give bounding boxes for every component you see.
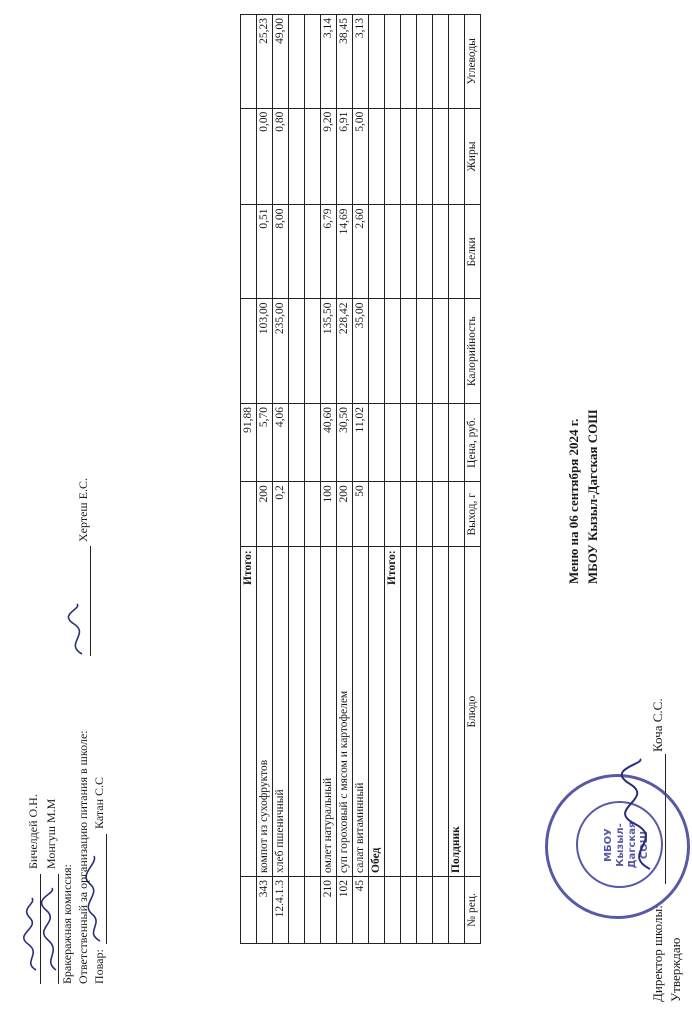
table-cell-out	[305, 482, 321, 547]
table-cell-rec	[289, 876, 305, 943]
table-cell-rec	[449, 876, 465, 943]
cook-label: Повар:	[92, 949, 106, 984]
column-header: Углеводы	[465, 15, 481, 109]
table-row	[417, 15, 433, 944]
table-cell-cal	[417, 299, 433, 404]
stamp-text: МБОУ Кызыл-Дагская СОШ	[603, 821, 650, 869]
table-cell-fat: 0,00	[257, 108, 273, 205]
table-cell-prot: 14,69	[337, 205, 353, 299]
table-cell-carb	[369, 15, 385, 109]
table-cell-dish: хлеб пшеничный	[273, 547, 289, 877]
table-cell-carb: 49,00	[273, 15, 289, 109]
table-cell-carb	[449, 15, 465, 109]
table-cell-cal	[401, 299, 417, 404]
table-cell-fat: 5,00	[353, 108, 369, 205]
column-header: Цена, руб.	[465, 404, 481, 482]
table-cell-price	[449, 404, 465, 482]
member1-signature-line	[58, 874, 59, 984]
table-cell-price	[433, 404, 449, 482]
column-header: № рец.	[465, 876, 481, 943]
table-cell-dish: Обед	[369, 547, 385, 877]
table-cell-cal	[305, 299, 321, 404]
table-cell-cal	[385, 299, 401, 404]
director-signature-icon	[610, 754, 670, 874]
table-cell-prot	[401, 205, 417, 299]
table-cell-cal	[369, 299, 385, 404]
table-cell-prot	[449, 205, 465, 299]
column-header: Калорийность	[465, 299, 481, 404]
table-cell-rec: 45	[353, 876, 369, 943]
table-cell-cal: 135,50	[321, 299, 337, 404]
table-cell-fat	[433, 108, 449, 205]
table-cell-carb	[401, 15, 417, 109]
member2-signature-icon	[20, 894, 46, 974]
table-cell-cal	[433, 299, 449, 404]
table-cell-cal: 228,42	[337, 299, 353, 404]
table-row	[385, 15, 401, 944]
table-header-row	[465, 15, 481, 944]
table-cell-fat	[385, 108, 401, 205]
table-cell-carb: 3,13	[353, 15, 369, 109]
table-cell-price: 4,06	[273, 404, 289, 482]
table-row	[257, 15, 273, 944]
table-cell-prot	[385, 205, 401, 299]
table-cell-price: 40,60	[321, 404, 337, 482]
table-cell-cal	[289, 299, 305, 404]
table-cell-carb: 38,45	[337, 15, 353, 109]
director-name: Коча С.С.	[650, 698, 665, 752]
table-cell-rec: 12.4.1.3	[273, 876, 289, 943]
table-cell-fat	[449, 108, 465, 205]
table-cell-cal: 35,00	[353, 299, 369, 404]
table-cell-out: 200	[337, 482, 353, 547]
table-cell-cal	[449, 299, 465, 404]
column-header: Жиры	[465, 108, 481, 205]
table-cell-out: 0,2	[273, 482, 289, 547]
table-cell-fat	[289, 108, 305, 205]
table-row	[401, 15, 417, 944]
table-cell-out: 50	[353, 482, 369, 547]
table-cell-fat	[401, 108, 417, 205]
table-cell-dish: омлет натуральный	[321, 547, 337, 877]
table-cell-price: 5,70	[257, 404, 273, 482]
table-row	[337, 15, 353, 944]
table-cell-carb	[241, 15, 257, 109]
table-cell-fat	[369, 108, 385, 205]
table-cell-price: 30,50	[337, 404, 353, 482]
table-cell-rec	[305, 876, 321, 943]
table-row	[321, 15, 337, 944]
table-cell-dish: Полдник	[449, 547, 465, 877]
responsible-name: Хертеш Е.С.	[76, 478, 90, 542]
table-cell-price	[385, 404, 401, 482]
table-cell-prot: 2,60	[353, 205, 369, 299]
table-cell-dish: компот из сухофруктов	[257, 547, 273, 877]
table-cell-out	[401, 482, 417, 547]
table-row	[449, 15, 465, 944]
table-cell-prot	[241, 205, 257, 299]
cook-signature-line	[106, 834, 107, 944]
column-header: Белки	[465, 205, 481, 299]
table-row	[369, 15, 385, 944]
table-cell-rec	[369, 876, 385, 943]
table-cell-cal	[241, 299, 257, 404]
table-cell-prot: 0,51	[257, 205, 273, 299]
responsible-signature-icon	[62, 599, 92, 659]
member2-name: Бичелдей О.Н.	[26, 794, 40, 869]
member2-signature-line	[40, 874, 41, 984]
table-cell-carb	[385, 15, 401, 109]
table-cell-rec: 102	[337, 876, 353, 943]
table-cell-price	[289, 404, 305, 482]
table-cell-carb	[289, 15, 305, 109]
table-cell-price	[369, 404, 385, 482]
table-cell-carb	[305, 15, 321, 109]
table-row	[305, 15, 321, 944]
member1-name: Монгуш М.М	[44, 798, 58, 869]
table-cell-dish: суп гороховый с мясом и картофелем	[337, 547, 353, 877]
table-row	[433, 15, 449, 944]
table-cell-out: 200	[257, 482, 273, 547]
menu-table	[240, 14, 481, 944]
table-row	[273, 15, 289, 944]
table-row	[353, 15, 369, 944]
responsible-label: Ответственный за организацию питания в школе:	[76, 730, 90, 984]
table-cell-fat	[241, 108, 257, 205]
table-cell-carb: 25,23	[257, 15, 273, 109]
table-cell-out	[385, 482, 401, 547]
table-cell-fat: 0,80	[273, 108, 289, 205]
table-cell-dish: Итого:	[241, 547, 257, 877]
table-cell-cal: 235,00	[273, 299, 289, 404]
table-cell-carb	[433, 15, 449, 109]
table-cell-carb	[417, 15, 433, 109]
table-cell-out	[369, 482, 385, 547]
responsible-signature-line	[90, 546, 91, 656]
table-cell-dish: Итого:	[385, 547, 401, 877]
table-cell-out	[289, 482, 305, 547]
table-cell-price	[401, 404, 417, 482]
table-cell-dish	[417, 547, 433, 877]
column-header: Блюдо	[465, 547, 481, 877]
table-cell-fat	[417, 108, 433, 205]
table-cell-dish	[305, 547, 321, 877]
table-cell-prot	[305, 205, 321, 299]
table-row	[241, 15, 257, 944]
table-cell-prot	[369, 205, 385, 299]
table-cell-out	[449, 482, 465, 547]
table-cell-out	[417, 482, 433, 547]
cook-name: Катан С.С	[92, 776, 106, 829]
director-label: Директор школы:	[650, 905, 665, 1002]
table-cell-price	[305, 404, 321, 482]
approve-label: Утверждаю	[668, 937, 683, 1002]
table-cell-dish: салат витаминный	[353, 547, 369, 877]
table-cell-fat	[305, 108, 321, 205]
school-title: МБОУ Кызыл-Дагская СОШ	[585, 409, 600, 584]
table-cell-price: 91,88	[241, 404, 257, 482]
table-cell-fat: 9,20	[321, 108, 337, 205]
table-cell-rec	[385, 876, 401, 943]
table-cell-rec	[433, 876, 449, 943]
table-cell-out: 100	[321, 482, 337, 547]
table-cell-out	[241, 482, 257, 547]
column-header: Выход, г	[465, 482, 481, 547]
table-cell-rec: 210	[321, 876, 337, 943]
table-cell-out	[433, 482, 449, 547]
table-cell-prot	[289, 205, 305, 299]
table-cell-rec: 343	[257, 876, 273, 943]
table-cell-price: 11,02	[353, 404, 369, 482]
table-cell-dish	[401, 547, 417, 877]
table-cell-rec	[417, 876, 433, 943]
table-row	[289, 15, 305, 944]
table-cell-cal: 103,00	[257, 299, 273, 404]
table-cell-rec	[401, 876, 417, 943]
table-cell-rec	[241, 876, 257, 943]
commission-label: Бракеражная комиссия:	[60, 864, 74, 984]
table-cell-prot	[417, 205, 433, 299]
table-cell-prot: 8,00	[273, 205, 289, 299]
menu-title: Меню на 06 сентября 2024 г.	[566, 418, 581, 584]
table-cell-fat: 6,91	[337, 108, 353, 205]
table-cell-dish	[289, 547, 305, 877]
table-cell-price	[417, 404, 433, 482]
table-cell-prot: 6,79	[321, 205, 337, 299]
table-cell-carb: 3,14	[321, 15, 337, 109]
table-cell-prot	[433, 205, 449, 299]
table-cell-dish	[433, 547, 449, 877]
